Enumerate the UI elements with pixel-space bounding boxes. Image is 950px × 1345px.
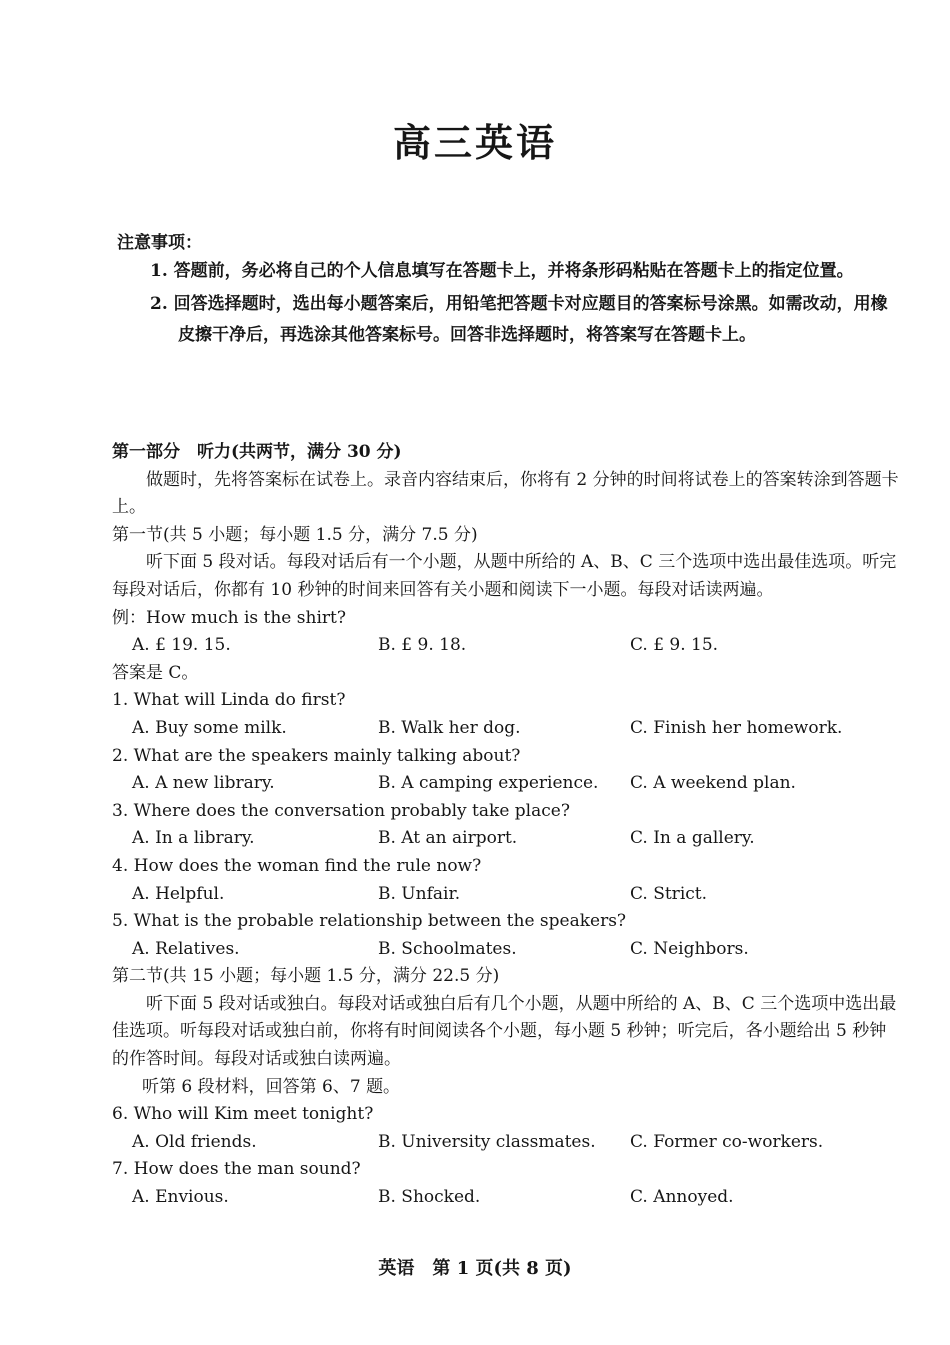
listening-part — [112, 439, 902, 1212]
option-b: B. Shocked. — [378, 1187, 481, 1208]
part1-heading: 第一部分 听力(共两节，满分 30 分) — [112, 442, 402, 462]
option-b: B. At an airport. — [378, 828, 518, 849]
option-c: C. £ 9. 15. — [630, 635, 719, 656]
question-options — [112, 1129, 902, 1157]
example-options — [112, 632, 902, 660]
part1-instruction: 做题时，先将答案标在试卷上。录音内容结束后，你将有 2 分钟的时间将试卷上的答案转涂到答题卡上。 — [112, 469, 899, 518]
option-a: A. Buy some milk. — [132, 717, 287, 738]
question: 2. What are the speakers mainly talking about? — [112, 745, 521, 766]
example-question: 例：How much is the shirt? — [112, 607, 346, 628]
section1-heading: 第一节(共 5 小题；每小题 1.5 分，满分 7.5 分) — [112, 524, 478, 545]
question: 6. Who will Kim meet tonight? — [112, 1104, 374, 1125]
question: 3. Where does the conversation probably take place? — [112, 800, 570, 821]
question-options — [112, 715, 902, 743]
notice-item: 1. 答题前，务必将自己的个人信息填写在答题卡上，并将条形码粘贴在答题卡上的指定位置。 — [150, 261, 854, 281]
option-c: C. Finish her homework. — [630, 717, 843, 738]
section2-instruction: 听下面 5 段对话或独白。每段对话或独白后有几个小题，从题中所给的 A、B、C 三个选项中选出最佳选项。听每段对话或独白前，你将有时间阅读各个小题，每小题 5 秒钟；听完后，各小题给出 5 秒钟的作答时间。每段对话或独白读两遍。 — [112, 993, 897, 1070]
notice-heading: 注意事项： — [117, 233, 202, 253]
option-c: C. Strict. — [630, 883, 708, 904]
question: 4. How does the woman find the rule now? — [112, 855, 482, 876]
material-note: 听第 6 段材料，回答第 6、7 题。 — [142, 1076, 401, 1097]
option-c: C. In a gallery. — [630, 828, 755, 849]
notice-list — [150, 256, 902, 353]
option-c: C. Annoyed. — [630, 1187, 734, 1208]
option-c: C. Neighbors. — [630, 938, 749, 959]
question: 5. What is the probable relationship between the speakers? — [112, 911, 627, 932]
question-options — [112, 770, 902, 798]
example-answer: 答案是 C。 — [112, 662, 199, 683]
question: 1. What will Linda do first? — [112, 690, 346, 711]
option-a: A. In a library. — [132, 828, 255, 849]
option-b: B. Schoolmates. — [378, 938, 517, 959]
question-options — [112, 936, 902, 964]
option-a: A. Relatives. — [132, 938, 240, 959]
notice-item: 2. 回答选择题时，选出每小题答案后，用铅笔把答题卡对应题目的答案标号涂黑。如需改动，用橡皮擦干净后，再选涂其他答案标号。回答非选择题时，将答案写在答题卡上。 — [150, 294, 888, 345]
option-a: A. Envious. — [132, 1187, 229, 1208]
option-a: A. £ 19. 15. — [132, 635, 231, 656]
option-c: C. A weekend plan. — [630, 773, 796, 794]
page-title: 高三英语 — [392, 121, 557, 165]
option-a: A. Helpful. — [132, 883, 225, 904]
section2-heading: 第二节(共 15 小题；每小题 1.5 分，满分 22.5 分) — [112, 966, 500, 987]
option-b: B. Walk her dog. — [378, 717, 521, 738]
page-footer: 英语 第 1 页(共 8 页) — [378, 1258, 572, 1279]
option-c: C. Former co-workers. — [630, 1131, 824, 1152]
option-b: B. A camping experience. — [378, 773, 599, 794]
section1-instruction: 听下面 5 段对话。每段对话后有一个小题，从题中所给的 A、B、C 三个选项中选出最佳选项。听完每段对话后，你都有 10 秒钟的时间来回答有关小题和阅读下一小题。每段对话读两遍。 — [112, 552, 897, 600]
option-b: B. University classmates. — [378, 1131, 596, 1152]
question-options — [112, 825, 902, 853]
question-options — [112, 1184, 902, 1212]
option-a: A. A new library. — [132, 773, 275, 794]
option-b: B. £ 9. 18. — [378, 635, 467, 656]
question-options — [112, 881, 902, 909]
option-a: A. Old friends. — [132, 1131, 257, 1152]
question: 7. How does the man sound? — [112, 1159, 361, 1180]
option-b: B. Unfair. — [378, 883, 461, 904]
